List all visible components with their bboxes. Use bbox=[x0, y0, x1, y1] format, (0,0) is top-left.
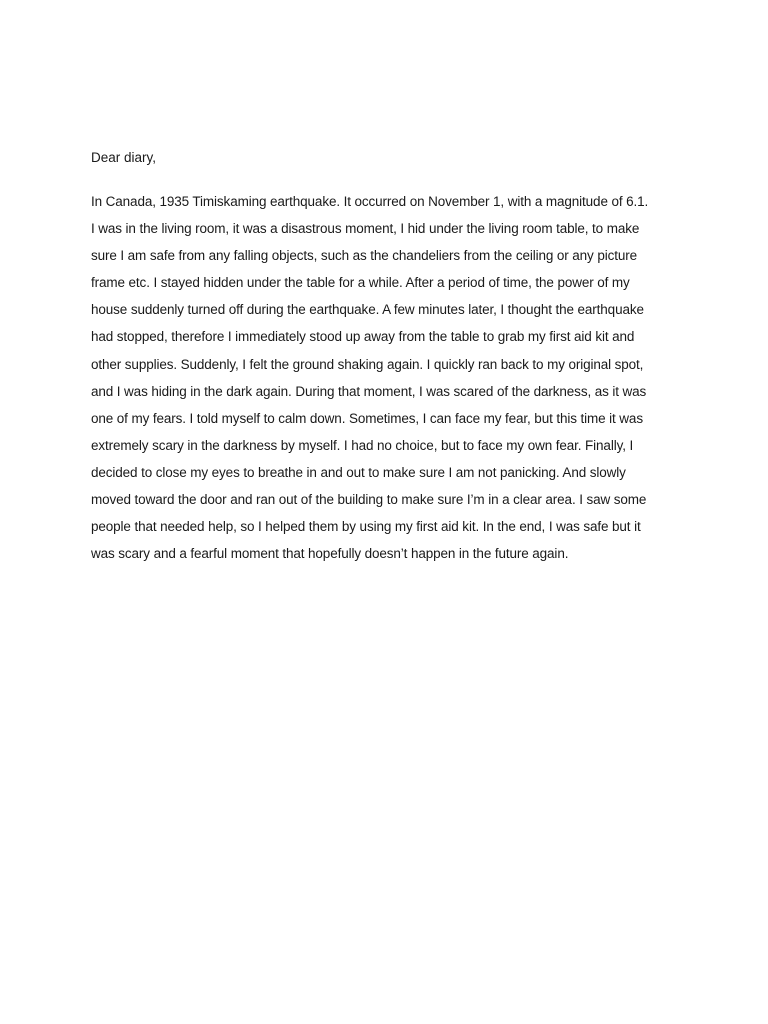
paragraph-line: house suddenly turned off during the earthquake. A few minutes later, I thought the earthquake bbox=[91, 302, 644, 318]
paragraph-line: was scary and a fearful moment that hopefully doesn’t happen in the future again. bbox=[91, 546, 569, 562]
paragraph-line: people that needed help, so I helped them by using my first aid kit. In the end, I was safe but it bbox=[91, 519, 641, 535]
salutation: Dear diary, bbox=[91, 150, 157, 165]
paragraph-line: had stopped, therefore I immediately stood up away from the table to grab my first aid kit and bbox=[91, 329, 635, 345]
paragraph-line: extremely scary in the darkness by myself. I had no choice, but to face my own fear. Finally, I bbox=[91, 437, 634, 453]
diary-paragraph bbox=[91, 193, 691, 572]
paragraph-line: other supplies. Suddenly, I felt the ground shaking again. I quickly ran back to my original spot, bbox=[91, 356, 644, 372]
paragraph-line: sure I am safe from any falling objects, such as the chandeliers from the ceiling or any picture bbox=[91, 248, 638, 264]
paragraph-line: I was in the living room, it was a disastrous moment, I hid under the living room table, to make bbox=[91, 221, 640, 237]
paragraph-line: In Canada, 1935 Timiskaming earthquake. It occurred on November 1, with a magnitude of 6.1. bbox=[91, 194, 649, 209]
paragraph-line: and I was hiding in the dark again. During that moment, I was scared of the darkness, as it was bbox=[91, 383, 647, 399]
paragraph-line: decided to close my eyes to breathe in and out to make sure I am not panicking. And slowly bbox=[91, 464, 626, 480]
paragraph-line: frame etc. I stayed hidden under the table for a while. After a period of time, the power of my bbox=[91, 275, 630, 291]
paragraph-line: one of my fears. I told myself to calm down. Sometimes, I can face my fear, but this time it was bbox=[91, 410, 643, 426]
paragraph-line: moved toward the door and ran out of the building to make sure I’m in a clear area. I saw some bbox=[91, 492, 647, 508]
